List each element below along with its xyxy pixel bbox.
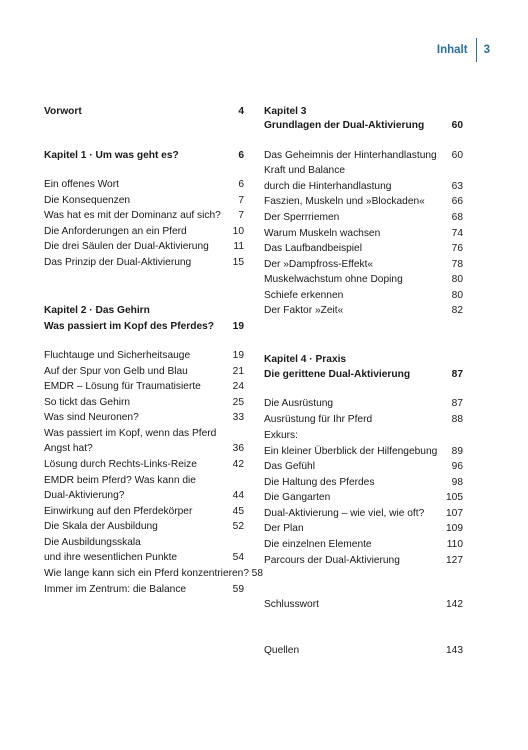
toc-entry <box>44 348 244 363</box>
toc-entry-title: Die Konsequenzen <box>44 195 131 206</box>
toc-entry-title: Die drei Säulen der Dual-Aktivierung <box>44 241 209 252</box>
toc-page-number: 78 <box>451 259 463 270</box>
toc-page-number: 66 <box>451 196 463 207</box>
toc-heading <box>264 352 463 367</box>
toc-heading <box>44 303 244 318</box>
toc-entry <box>264 506 463 521</box>
toc-page-number: 58 <box>251 568 263 579</box>
toc-entry-title: Die Ausrüstung <box>264 398 334 409</box>
toc-entry-title: EMDR beim Pferd? Was kann die <box>44 475 196 486</box>
toc-entry-title: Was hat es mit der Dominanz auf sich? <box>44 210 221 221</box>
toc-entry-title: Kraft und Balance <box>264 165 345 176</box>
toc-page-number: 6 <box>238 179 244 190</box>
toc-entry <box>264 288 463 303</box>
toc-page-number: 127 <box>446 555 463 566</box>
toc-entry <box>264 210 463 225</box>
toc-page-number: 24 <box>232 381 244 392</box>
toc-entry-title: Vorwort <box>44 106 82 117</box>
toc-entry-title: Der Plan <box>264 523 304 534</box>
toc-entry <box>264 226 463 241</box>
toc-entry <box>44 410 244 425</box>
toc-heading <box>44 104 244 119</box>
toc-entry-title: Schlusswort <box>264 599 319 610</box>
toc-entry-title: Ausrüstung für Ihr Pferd <box>264 414 373 425</box>
toc-entry <box>44 426 244 441</box>
toc-page-number: 19 <box>232 350 244 361</box>
toc-entry-title: Grundlagen der Dual-Aktivierung <box>264 120 425 131</box>
toc-entry-title: Kapitel 2 · Das Gehirn <box>44 305 150 316</box>
toc-heading <box>264 104 463 119</box>
toc-entry-title: Lösung durch Rechts-Links-Reize <box>44 459 197 470</box>
toc-entry <box>44 193 244 208</box>
toc-entry <box>44 177 244 192</box>
toc-page-number: 52 <box>232 521 244 532</box>
toc-entry-title: Quellen <box>264 645 300 656</box>
toc-entry <box>264 303 463 318</box>
toc-page-number: 60 <box>451 150 463 161</box>
toc-page-number: 142 <box>446 599 463 610</box>
toc-page-number: 25 <box>232 397 244 408</box>
toc-page-number: 107 <box>446 508 463 519</box>
toc-page-number: 110 <box>446 539 463 550</box>
toc-page-number: 98 <box>451 477 463 488</box>
toc-entry-title: Das Gefühl <box>264 461 315 472</box>
toc-entry-title: Der Faktor »Zeit« <box>264 305 344 316</box>
header-divider <box>476 38 477 62</box>
toc-entry <box>264 490 463 505</box>
toc-entry <box>44 519 244 534</box>
toc-entry <box>264 459 463 474</box>
toc-entry-title: EMDR – Lösung für Traumatisierte <box>44 381 201 392</box>
toc-page-number: 76 <box>451 243 463 254</box>
toc-page-number: 143 <box>446 645 463 656</box>
toc-entry <box>44 364 244 379</box>
toc-entry-title: Muskelwachstum ohne Doping <box>264 274 403 285</box>
toc-page-number: 89 <box>451 446 463 457</box>
toc-entry-title: Exkurs: <box>264 430 298 441</box>
toc-entry-title: Der »Dampfross-Effekt« <box>264 259 374 270</box>
toc-entry-title: Die einzelnen Elemente <box>264 539 372 550</box>
toc-page-number: 80 <box>451 274 463 285</box>
toc-entry-title: Die Anforderungen an ein Pferd <box>44 226 187 237</box>
toc-page-number: 63 <box>451 181 463 192</box>
toc-entry <box>44 582 244 597</box>
toc-entry-title: Auf der Spur von Gelb und Blau <box>44 366 188 377</box>
toc-entry <box>44 379 244 394</box>
toc-entry <box>44 488 244 503</box>
toc-entry <box>264 179 463 194</box>
toc-entry-title: Das Laufbandbeispiel <box>264 243 362 254</box>
toc-heading <box>44 319 244 334</box>
toc-page-number: 87 <box>451 398 463 409</box>
toc-entry-title: durch die Hinterhandlastung <box>264 181 392 192</box>
toc-entry <box>264 241 463 256</box>
toc-entry <box>44 224 244 239</box>
toc-entry <box>264 553 463 568</box>
toc-page-number: 4 <box>238 106 244 117</box>
toc-entry <box>44 473 244 488</box>
toc-entry <box>44 535 244 550</box>
toc-entry-title: Einwirkung auf den Pferdekörper <box>44 506 193 517</box>
toc-entry <box>44 208 244 223</box>
toc-entry-title: Fluchtauge und Sicherheitsauge <box>44 350 191 361</box>
toc-page-number: 7 <box>238 210 244 221</box>
toc-entry-title: Immer im Zentrum: die Balance <box>44 584 187 595</box>
toc-entry <box>264 163 463 178</box>
toc-entry-title: Der Sperrriemen <box>264 212 340 223</box>
toc-page-number: 6 <box>238 150 244 161</box>
page-number: 3 <box>483 44 490 56</box>
toc-entry-title: Die Ausbildungsskala <box>44 537 141 548</box>
toc-entry <box>264 396 463 411</box>
toc-entry <box>44 441 244 456</box>
toc-entry-title: Die gerittene Dual-Aktivierung <box>264 369 411 380</box>
toc-entry-title: Kapitel 4 · Praxis <box>264 354 347 365</box>
toc-page-number: 54 <box>232 552 244 563</box>
toc-entry-title: Kapitel 1 · Um was geht es? <box>44 150 179 161</box>
toc-entry-title: Die Skala der Ausbildung <box>44 521 158 532</box>
toc-page-number: 87 <box>451 369 463 380</box>
toc-entry <box>264 272 463 287</box>
toc-entry-title: Ein offenes Wort <box>44 179 119 190</box>
toc-entry <box>264 444 463 459</box>
section-title: Inhalt <box>436 44 468 56</box>
toc-entry-title: Wie lange kann sich ein Pferd konzentrieren? <box>44 568 249 579</box>
toc-entry <box>44 255 244 270</box>
toc-heading <box>264 118 463 133</box>
toc-page-number: 45 <box>232 506 244 517</box>
toc-page-number: 36 <box>232 443 244 454</box>
toc-entry-title: Ein kleiner Überblick der Hilfengebung <box>264 446 438 457</box>
toc-entry <box>264 597 463 612</box>
toc-entry-title: Was passiert im Kopf des Pferdes? <box>44 321 215 332</box>
toc-entry-title: Das Geheimnis der Hinterhandlastung <box>264 150 437 161</box>
toc-heading <box>44 148 244 163</box>
toc-page-number: 68 <box>451 212 463 223</box>
toc-entry-title: Angst hat? <box>44 443 93 454</box>
toc-entry <box>264 412 463 427</box>
toc-page-number: 105 <box>446 492 463 503</box>
toc-entry <box>264 148 463 163</box>
toc-entry-title: Die Gangarten <box>264 492 331 503</box>
toc-entry-title: Faszien, Muskeln und »Blockaden« <box>264 196 425 207</box>
toc-entry <box>44 566 263 581</box>
toc-page-number: 82 <box>451 305 463 316</box>
toc-page-number: 96 <box>451 461 463 472</box>
toc-entry-title: Schiefe erkennen <box>264 290 344 301</box>
toc-page-number: 60 <box>451 120 463 131</box>
toc-page-number: 33 <box>232 412 244 423</box>
toc-entry <box>44 395 244 410</box>
toc-entry-title: Dual-Aktivierung – wie viel, wie oft? <box>264 508 425 519</box>
toc-page-number: 42 <box>232 459 244 470</box>
toc-entry-title: Kapitel 3 <box>264 106 307 117</box>
toc-entry-title: Dual-Aktivierung? <box>44 490 125 501</box>
toc-page-number: 19 <box>232 321 244 332</box>
toc-entry <box>264 428 463 443</box>
toc-entry <box>44 504 244 519</box>
toc-entry-title: Warum Muskeln wachsen <box>264 228 381 239</box>
toc-entry <box>44 239 244 254</box>
toc-heading <box>264 367 463 382</box>
toc-entry <box>264 537 463 552</box>
toc-entry-title: Die Haltung des Pferdes <box>264 477 375 488</box>
page-header <box>437 38 490 62</box>
toc-entry-title: Das Prinzip der Dual-Aktivierung <box>44 257 192 268</box>
toc-page-number: 59 <box>232 584 244 595</box>
toc-page-number: 74 <box>451 228 463 239</box>
toc-page-number: 88 <box>451 414 463 425</box>
toc-page-number: 15 <box>232 257 244 268</box>
toc-entry <box>264 257 463 272</box>
toc-entry <box>44 457 244 472</box>
toc-entry <box>264 194 463 209</box>
toc-entry <box>44 550 244 565</box>
toc-page-number: 21 <box>232 366 244 377</box>
toc-entry-title: So tickt das Gehirn <box>44 397 131 408</box>
toc-page-number: 44 <box>232 490 244 501</box>
toc-entry <box>264 643 463 658</box>
toc-page-number: 10 <box>232 226 244 237</box>
toc-entry-title: und ihre wesentlichen Punkte <box>44 552 178 563</box>
toc-entry <box>264 521 463 536</box>
toc-entry-title: Was passiert im Kopf, wenn das Pferd <box>44 428 217 439</box>
toc-entry-title: Parcours der Dual-Aktivierung <box>264 555 400 566</box>
toc-page-number: 109 <box>446 523 463 534</box>
toc-entry-title: Was sind Neuronen? <box>44 412 139 423</box>
toc-page-number: 80 <box>451 290 463 301</box>
toc-entry <box>264 475 463 490</box>
toc-page-number: 7 <box>238 195 244 206</box>
toc-page-number: 11 <box>233 241 244 252</box>
